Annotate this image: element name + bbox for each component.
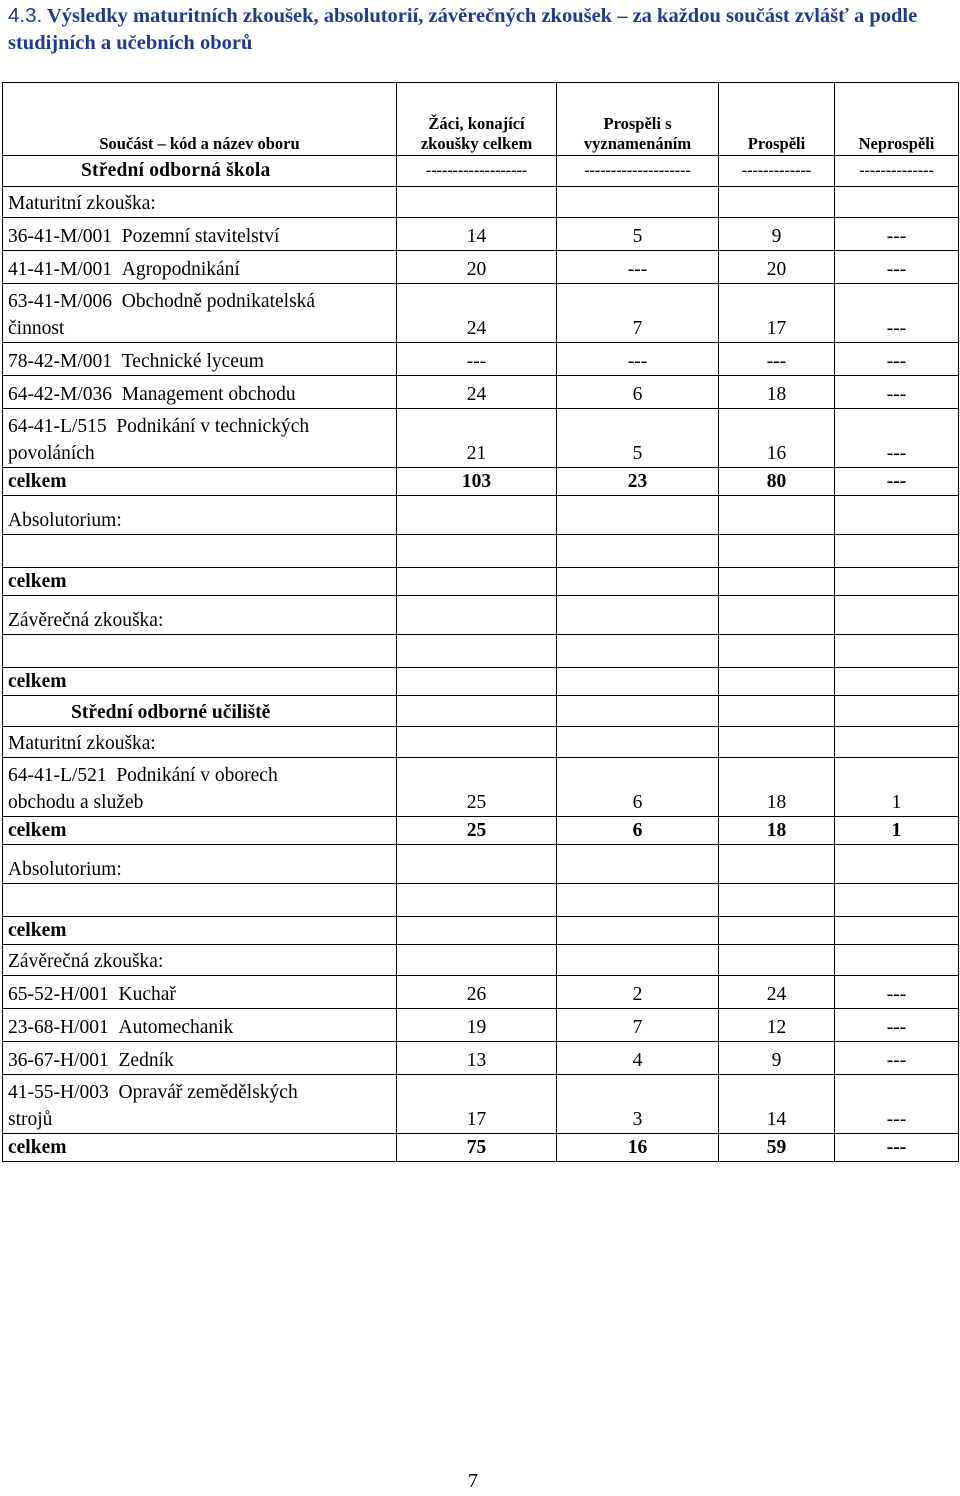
value-cell-passed: 9 — [719, 1042, 835, 1075]
total-row — [3, 468, 959, 496]
obor-name: Opravář zemědělských — [118, 1082, 298, 1103]
total-label: celkem — [3, 468, 397, 496]
total-row — [3, 917, 959, 945]
obor-code: 23-68-H/001 — [8, 1017, 109, 1038]
obor-cell — [3, 409, 397, 468]
value-cell-failed: --- — [835, 251, 959, 284]
value-cell-failed: --- — [835, 218, 959, 251]
value-cell-honors: 7 — [557, 1009, 719, 1042]
value-cell-total: 19 — [397, 1009, 557, 1042]
value-cell-honors: --- — [557, 343, 719, 376]
col-header-failed: Neprospěli — [835, 83, 959, 156]
total-label: celkem — [3, 917, 397, 945]
obor-name: Obchodně podnikatelská — [121, 291, 316, 312]
section-heading — [8, 2, 953, 57]
value-cell-failed: --- — [835, 284, 959, 343]
value-cell-failed: --- — [835, 1042, 959, 1075]
section-label: Absolutorium: — [3, 845, 397, 884]
value-cell-honors: --- — [557, 251, 719, 284]
obor-name-cont: povoláních — [8, 443, 95, 464]
col-header-honors: Prospěli s vyznamenáním — [557, 83, 719, 156]
total-cell: 6 — [557, 817, 719, 845]
school-name: Střední odborné učiliště — [3, 696, 397, 727]
total-cell: 25 — [397, 817, 557, 845]
value-cell-total: 24 — [397, 284, 557, 343]
obor-name: Zedník — [118, 1050, 174, 1071]
total-row — [3, 568, 959, 596]
section-label: Maturitní zkouška: — [3, 187, 397, 218]
section-row-zaverecna — [3, 945, 959, 976]
obor-name: Kuchař — [118, 984, 176, 1005]
obor-name: Pozemní stavitelství — [121, 226, 280, 247]
value-cell-total: 13 — [397, 1042, 557, 1075]
value-cell-honors: 4 — [557, 1042, 719, 1075]
obor-name-cont: obchodu a služeb — [8, 792, 144, 813]
dash-cell: ------------------- — [397, 156, 557, 187]
total-label: celkem — [3, 668, 397, 696]
value-cell-honors: 5 — [557, 218, 719, 251]
page-number: 7 — [468, 1470, 478, 1492]
obor-cell — [3, 218, 397, 251]
table-row — [3, 758, 959, 817]
total-cell: 16 — [557, 1134, 719, 1162]
value-cell-honors: 6 — [557, 376, 719, 409]
value-cell-failed: --- — [835, 976, 959, 1009]
obor-code: 41-41-M/001 — [8, 259, 112, 280]
obor-name-cont: strojů — [8, 1109, 53, 1130]
value-cell-passed: 12 — [719, 1009, 835, 1042]
section-row-maturita — [3, 727, 959, 758]
value-cell-passed: --- — [719, 343, 835, 376]
total-cell: --- — [835, 1134, 959, 1162]
total-row — [3, 817, 959, 845]
value-cell-total: 14 — [397, 218, 557, 251]
obor-code: 78-42-M/001 — [8, 351, 112, 372]
value-cell-honors: 6 — [557, 758, 719, 817]
dash-cell: ------------- — [719, 156, 835, 187]
obor-name: Technické lyceum — [121, 351, 264, 372]
obor-cell — [3, 758, 397, 817]
table-row — [3, 1075, 959, 1134]
section-label: Závěrečná zkouška: — [3, 945, 397, 976]
obor-code: 64-42-M/036 — [8, 384, 112, 405]
obor-name: Podnikání v technických — [116, 416, 310, 437]
value-cell-honors: 2 — [557, 976, 719, 1009]
section-row-absolutorium — [3, 845, 959, 884]
obor-cell — [3, 284, 397, 343]
table-row — [3, 284, 959, 343]
section-label: Závěrečná zkouška: — [3, 596, 397, 635]
school-name: Střední odborná škola — [3, 156, 397, 187]
value-cell-passed: 18 — [719, 376, 835, 409]
total-label: celkem — [3, 817, 397, 845]
total-row — [3, 668, 959, 696]
empty-row — [3, 635, 959, 668]
section-row-zaverecna — [3, 596, 959, 635]
table-row — [3, 343, 959, 376]
total-cell: --- — [835, 468, 959, 496]
obor-code: 36-41-M/001 — [8, 226, 112, 247]
school-row-sou — [3, 696, 959, 727]
value-cell-passed: 18 — [719, 758, 835, 817]
value-cell-failed: --- — [835, 343, 959, 376]
value-cell-honors: 5 — [557, 409, 719, 468]
obor-code: 36-67-H/001 — [8, 1050, 109, 1071]
dash-cell: -------------- — [835, 156, 959, 187]
obor-name: Automechanik — [118, 1017, 234, 1038]
value-cell-total: 26 — [397, 976, 557, 1009]
table-row — [3, 251, 959, 284]
empty-row — [3, 535, 959, 568]
value-cell-total: 21 — [397, 409, 557, 468]
value-cell-failed: 1 — [835, 758, 959, 817]
value-cell-passed: 9 — [719, 218, 835, 251]
section-title: Výsledky maturitních zkoušek, absolutorií, závěrečných zkoušek – za každou součást zvlášť a podle studijních a učebních oborů — [8, 5, 918, 54]
obor-name: Agropodnikání — [121, 259, 240, 280]
table-row — [3, 976, 959, 1009]
obor-cell — [3, 376, 397, 409]
value-cell-passed: 16 — [719, 409, 835, 468]
total-cell: 80 — [719, 468, 835, 496]
total-cell: 75 — [397, 1134, 557, 1162]
obor-code: 63-41-M/006 — [8, 291, 112, 312]
obor-code: 64-41-L/521 — [8, 765, 107, 786]
obor-code: 64-41-L/515 — [8, 416, 107, 437]
table-row — [3, 218, 959, 251]
value-cell-failed: --- — [835, 1009, 959, 1042]
value-cell-total: 20 — [397, 251, 557, 284]
obor-cell — [3, 1075, 397, 1134]
obor-cell — [3, 1042, 397, 1075]
table-header-row — [3, 83, 959, 156]
obor-name: Podnikání v oborech — [116, 765, 278, 786]
value-cell-honors: 7 — [557, 284, 719, 343]
table-row — [3, 1009, 959, 1042]
value-cell-passed: 17 — [719, 284, 835, 343]
value-cell-total: 17 — [397, 1075, 557, 1134]
section-label: Maturitní zkouška: — [3, 727, 397, 758]
section-row-absolutorium — [3, 496, 959, 535]
value-cell-honors: 3 — [557, 1075, 719, 1134]
obor-cell — [3, 251, 397, 284]
value-cell-total: --- — [397, 343, 557, 376]
value-cell-total: 24 — [397, 376, 557, 409]
section-label: Absolutorium: — [3, 496, 397, 535]
total-cell: 103 — [397, 468, 557, 496]
obor-cell — [3, 976, 397, 1009]
dash-cell: -------------------- — [557, 156, 719, 187]
obor-name-cont: činnost — [8, 318, 65, 339]
value-cell-failed: --- — [835, 376, 959, 409]
total-label: celkem — [3, 568, 397, 596]
total-cell: 18 — [719, 817, 835, 845]
value-cell-passed: 20 — [719, 251, 835, 284]
value-cell-failed: --- — [835, 1075, 959, 1134]
total-cell: 59 — [719, 1134, 835, 1162]
obor-cell — [3, 343, 397, 376]
section-number: 4.3. — [8, 4, 43, 27]
obor-name: Management obchodu — [121, 384, 296, 405]
obor-cell — [3, 1009, 397, 1042]
col-header-passed: Prospěli — [719, 83, 835, 156]
col-header-total: Žáci, konající zkoušky celkem — [397, 83, 557, 156]
total-label: celkem — [3, 1134, 397, 1162]
total-cell: 23 — [557, 468, 719, 496]
results-table — [2, 82, 959, 1162]
total-cell: 1 — [835, 817, 959, 845]
table-row — [3, 1042, 959, 1075]
value-cell-failed: --- — [835, 409, 959, 468]
section-row-maturita — [3, 187, 959, 218]
obor-code: 65-52-H/001 — [8, 984, 109, 1005]
school-row-sos — [3, 156, 959, 187]
value-cell-total: 25 — [397, 758, 557, 817]
total-row — [3, 1134, 959, 1162]
table-row — [3, 409, 959, 468]
col-header-obor: Součást – kód a název oboru — [3, 83, 397, 156]
table-row — [3, 376, 959, 409]
value-cell-passed: 14 — [719, 1075, 835, 1134]
empty-row — [3, 884, 959, 917]
value-cell-passed: 24 — [719, 976, 835, 1009]
obor-code: 41-55-H/003 — [8, 1082, 109, 1103]
